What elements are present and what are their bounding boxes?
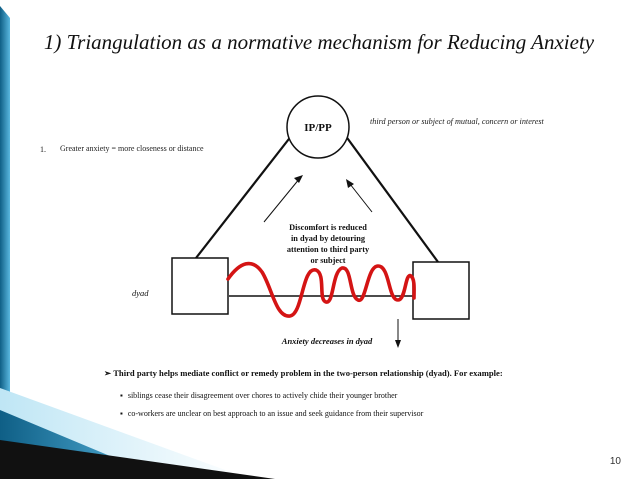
dyad-label: dyad: [132, 288, 149, 298]
dyad-right-box: [413, 262, 469, 319]
top-node-caption: third person or subject of mutual, concern or interest: [370, 117, 544, 126]
square-bullet-icon: ▪: [120, 391, 123, 400]
sub-bullet-text: siblings cease their disagreement over chores to actively chide their younger brother: [127, 391, 398, 400]
side-note-number: 1.: [40, 145, 46, 154]
sub-bullet-text: co-workers are unclear on best approach to an issue and seek guidance from their supervisor: [127, 409, 424, 418]
down-arrow-head: [395, 340, 401, 348]
sub-bullet-2: [120, 409, 423, 418]
anxiety-wave: [228, 264, 414, 317]
side-note-text: Greater anxiety = more closeness or distance: [60, 144, 204, 153]
top-node-label: IP/PP: [304, 122, 332, 134]
center-text-line-4: or subject: [310, 256, 346, 265]
main-bullet-text: Third party helps mediate conflict or remedy problem in the two-person relationship (dyad). For example:: [113, 368, 503, 378]
arrow-bullet-icon: ➢: [104, 368, 112, 378]
center-text-line-2: in dyad by detouring: [290, 234, 366, 243]
left-up-arrow-shaft: [264, 178, 300, 222]
center-text-line-3: attention to third party: [286, 245, 370, 254]
dyad-left-box: [172, 258, 228, 314]
right-up-arrow-shaft: [350, 184, 372, 212]
center-text-line-1: Discomfort is reduced: [289, 223, 367, 232]
anxiety-label: Anxiety decreases in dyad: [281, 336, 373, 346]
slide-title: 1) Triangulation as a normative mechanism for Reducing Anxiety: [43, 30, 595, 54]
right-up-arrow-head: [346, 179, 354, 188]
left-up-arrow-head: [294, 175, 303, 183]
main-bullet: [104, 368, 503, 379]
page-number: 10: [609, 456, 621, 467]
square-bullet-icon: ▪: [120, 409, 123, 418]
sub-bullet-1: [120, 391, 397, 400]
triangle-left-side: [196, 135, 292, 258]
